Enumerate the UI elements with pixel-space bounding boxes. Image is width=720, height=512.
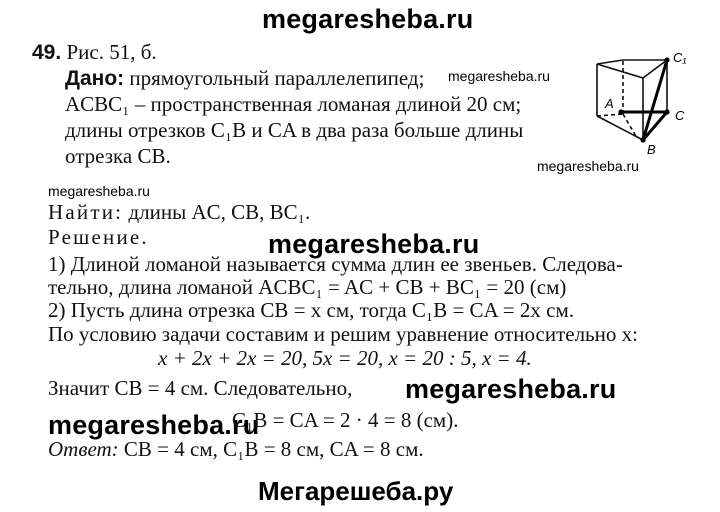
given-text-1: прямоугольный параллелепипед;	[129, 66, 425, 90]
label-c1: C₁	[673, 50, 687, 65]
solution-line-7: C₁B = CA = 2 · 4 = 8 (см).	[232, 408, 459, 432]
solution-line-6: Значит CB = 4 см. Следовательно,	[48, 376, 353, 400]
watermark-near-given: megaresheba.ru	[448, 68, 550, 84]
label-a: A	[605, 96, 614, 111]
watermark-left-big: megaresheba.ru	[48, 410, 260, 440]
label-c: C	[675, 108, 685, 123]
solution-line-2: тельно, длина ломаной ACBC₁ = AC + CB + BC₁ = 20 (см)	[48, 275, 567, 299]
watermark-middle: megaresheba.ru	[268, 229, 480, 259]
problem-header	[32, 40, 157, 65]
solution-line-3: 2) Пусть длина отрезка CB = x см, тогда C₁B = CA = 2x см.	[48, 298, 575, 322]
point-c1	[664, 57, 669, 62]
given-line-2: ACBC₁ – пространственная ломаная длиной 20 см;	[65, 92, 522, 116]
given-line-3: длины отрезков C₁B и CA в два раза больше длины	[65, 118, 524, 142]
watermark-footer: Мегарешеба.ру	[258, 476, 454, 506]
figure-reference: Рис. 51, б.	[66, 40, 157, 64]
problem-number: 49.	[32, 41, 62, 64]
solution-equation: x + 2x + 2x = 20, 5x = 20, x = 20 : 5, x = 4.	[158, 346, 532, 370]
parallelepiped-figure	[585, 46, 700, 156]
label-b: B	[647, 142, 656, 156]
answer-label: Ответ:	[48, 437, 119, 461]
point-c	[664, 109, 669, 114]
given-label: Дано:	[65, 67, 125, 90]
watermark-left-small: megaresheba.ru	[48, 183, 150, 199]
find-label: Найти:	[48, 200, 124, 224]
edge	[597, 60, 623, 64]
given-line-1	[65, 66, 424, 91]
find-text: длины AC, CB, BC₁.	[128, 200, 311, 224]
point-b	[640, 137, 645, 142]
find-line	[48, 200, 310, 224]
watermark-top: megaresheba.ru	[262, 4, 474, 34]
answer-text: CB = 4 см, C₁B = 8 см, CA = 8 см.	[123, 437, 424, 461]
hidden-edge	[623, 114, 637, 138]
watermark-under-figure: megaresheba.ru	[537, 158, 639, 174]
edge	[597, 64, 643, 78]
solution-line-1: 1) Длиной ломаной называется сумма длин ее звеньев. Следова-	[48, 252, 623, 276]
solution-line-4: По условию задачи составим и решим уравнение относительно x:	[48, 322, 638, 346]
point-a	[618, 109, 623, 114]
solution-label: Решение.	[48, 225, 149, 249]
watermark-right-big: megaresheba.ru	[405, 374, 617, 404]
hidden-edge	[597, 114, 623, 116]
edge	[597, 116, 643, 140]
answer-line	[48, 437, 424, 461]
given-line-4: отрезка CB.	[65, 144, 171, 168]
